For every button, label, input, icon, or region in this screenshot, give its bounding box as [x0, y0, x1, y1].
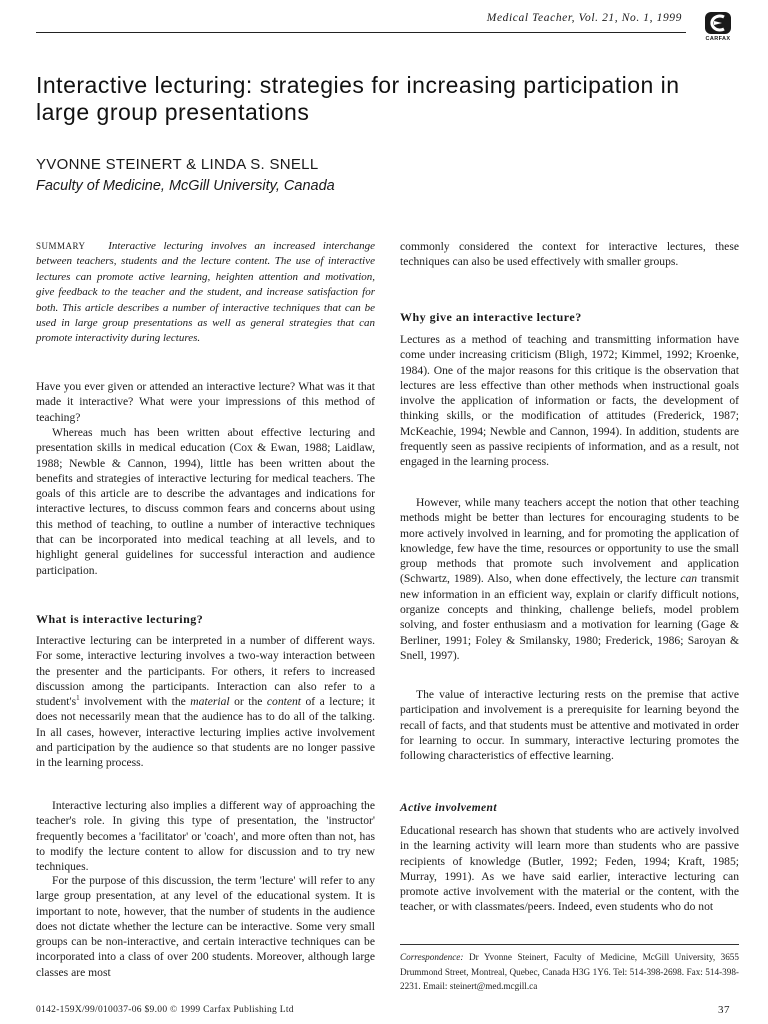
- carfax-logo-icon: [700, 12, 736, 48]
- why-p2-text-b: transmit new information in an efficient way, explain or clarify difficult notions, organize concepts and thinking, challenge beliefs, model problem solving, and foster enthusiasm and a motivation for learning (Gage & Berliner, 1991; Foley & Smilansky, 1980; Frederick, 1986; Saroyan & Snell, 1997).: [400, 572, 739, 662]
- author-affiliation: Faculty of Medicine, McGill University, Canada: [36, 178, 335, 194]
- what-p1-text-c: or the: [229, 695, 267, 709]
- emphasis-content: content: [266, 695, 302, 709]
- what-paragraph-1: [36, 633, 375, 771]
- journal-reference: Medical Teacher, Vol. 21, No. 1, 1999: [486, 12, 682, 24]
- correspondence-text: Dr Yvonne Steinert, Faculty of Medicine, McGill University, 3655 Drummond Street, Montreal, Quebec, Canada H3G 1Y6. Tel: 514-398-2698. Fax: 514-398-2231. Email: steinert@med.mcgill.ca: [400, 952, 739, 991]
- active-paragraph-1: Educational research has shown that students who are actively involved in the learning activity will learn more than students who are passive recipients of knowledge (Butler, 1992; Feden, 1994; Kraft, 1985; Murray, 1991). As we have said earlier, interactive lecturing can promote active involvement with the material or the content, with the teacher, or with classmates/peers. Indeed, even students who do not: [400, 824, 739, 914]
- subsection-heading-active-involvement: Active involvement: [400, 802, 497, 814]
- what-p1-text-d: of a lecture; it does not necessarily mean that the audience has to do all of the talking. In all cases, however, interactive lecturing implies active involvement and participation by the audience so that students are no longer passive in the learning process.: [36, 695, 375, 770]
- why-paragraph-3: The value of interactive lecturing rests on the premise that active participation and involvement is a prerequisite for learning beyond the recall of facts, and that students must be attentive and motivated in order for learning to occur. In summary, interactive lecturing promotes the following characteristics of effective learning.: [400, 688, 739, 763]
- article-authors: YVONNE STEINERT & LINDA S. SNELL: [36, 156, 319, 173]
- section-heading-what: What is interactive lecturing?: [36, 612, 204, 626]
- right-top-paragraph: commonly considered the context for interactive lectures, these techniques can also be used effectively with smaller groups.: [400, 240, 739, 269]
- why-paragraph-2: [400, 495, 739, 663]
- summary-text: Interactive lecturing involves an increased interchange between teachers, students and the lecture content. The use of interactive lectures can promote active learning, heighten attention and motivation, give feedback to the teacher and the student, and increase satisfaction for both. This article describes a number of interactive techniques that can be used in large group presentations as well as general strategies that can promote interactivity during lectures.: [36, 240, 376, 345]
- section-heading-why: Why give an interactive lecture?: [400, 310, 582, 324]
- correspondence-footnote: [400, 950, 739, 994]
- what-p1-text-b: involvement with the: [79, 695, 191, 709]
- what-p1-text-a: Interactive lecturing can be interpreted in a number of different ways. For some, interactive lecturing involves a two-way interaction between the presenter and the participants. For others, it refers to increased discussion among the participants. Interaction can also refer to a student's: [36, 634, 375, 709]
- what-paragraph-2: Interactive lecturing also implies a different way of approaching the teacher's role. In giving this type of presentation, the 'instructor' frequently becomes a 'facilitator' or 'coach', and more often than not, has to modify the lecture content to allow for discussion and to try new techniques.: [36, 799, 375, 874]
- emphasis-can: can: [680, 572, 698, 586]
- journal-header-rule: [36, 12, 686, 33]
- correspondence-label: Correspondence:: [400, 952, 464, 962]
- why-paragraph-1: Lectures as a method of teaching and transmitting information have come under increasing criticism (Bligh, 1972; Kimmel, 1992; Kroenke, 1984). One of the major reasons for this critique is the observation that lectures are less effective than other methods when instructional goals involve the application of information or facts, the development of thinking skills, or the modification of attitudes (Frederick, 1987; McKeachie, 1994; Newble and Cannon, 1994). In addition, students are frequently seen as passive recipients of information, and as a result, not engaged in the learning process.: [400, 333, 739, 469]
- page-number: 37: [718, 1004, 730, 1016]
- intro-paragraph-2: Whereas much has been written about effective lecturing and presentation skills in medical education (Cox & Ewan, 1988; Laidlaw, 1988; Newble & Cannon, 1994), little has been written about the benefits and strategies of interactive lecturing for medical teachers. The goals of this article are to describe the advantages and indications for interactive lectures, to discuss common fears and concerns about using this method of teaching, to outline a number of interactive techniques that can be incorporated into medical teaching at all levels, and to highlight general guidelines for successful interaction and audience participation.: [36, 426, 375, 577]
- emphasis-material: material: [190, 695, 230, 709]
- footnote-divider: [400, 944, 739, 945]
- intro-paragraph-1: Have you ever given or attended an interactive lecture? What was it that made it interactive? What were your impressions of this method of teaching?: [36, 380, 375, 424]
- publisher-logo-text: CARFAX: [705, 36, 731, 42]
- issn-copyright-line: 0142-159X/99/010037-06 $9.00 © 1999 Carfax Publishing Ltd: [36, 1005, 294, 1015]
- summary-label: SUMMARY: [36, 241, 86, 251]
- why-p2-text-a: However, while many teachers accept the notion that other teaching methods might be better than lectures for encouraging students to be more actively involved in learning, and for promoting the application of knowledge, few have the time, resources or opportunity to use the small group methods that promote such involvement and application (Schwartz, 1989). Also, when done effectively, the lecture: [400, 496, 739, 586]
- summary-paragraph: [36, 239, 375, 347]
- what-paragraph-3: For the purpose of this discussion, the term 'lecture' will refer to any large group presentation, at any level of the educational system. It is important to note, however, that the number of students in the audience does not dictate whether the lecture can be interactive. Some very small groups can be non-interactive, and certain interactive techniques can be incorporated into a class of over 200 students. Moreover, although large classes are most: [36, 874, 375, 979]
- footnote-marker: 1: [76, 694, 80, 703]
- article-title: Interactive lecturing: strategies for increasing participation in large group presentations: [36, 72, 680, 125]
